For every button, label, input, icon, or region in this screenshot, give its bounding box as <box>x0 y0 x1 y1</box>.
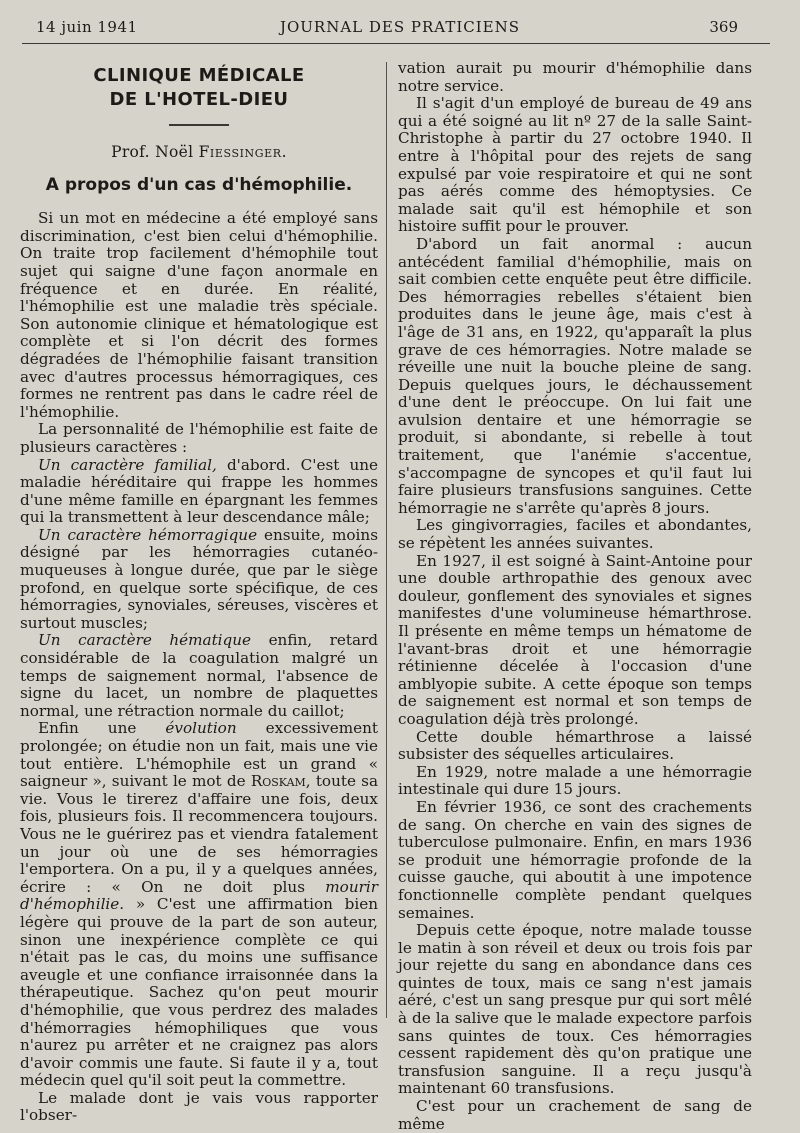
paragraph: En 1927, il est soigné à Saint-Antoine pour une double arthropathie des genoux avec douleur, gonflement des synoviales et signes manifestes d'une volumineuse hémarthrose. Il présente en même temps un hématome de l'avant-bras droit et une hémorragie rétinienne décelée à l'occasion d'une amblyopie subite. A cette époque son temps de saignement est normal et son temps de coagulation déjà très prolongé. <box>398 551 752 728</box>
paragraph: D'abord un fait anormal : aucun antécédent familial d'hémophilie, mais on sait combien cette enquête peut être difficile. Des hémorragies rebelles s'étaient bien produites dans le jeune âge, mais c'est à l'âge de 31 ans, en 1922, qu'apparaît la plus grave de ces hémorragies. Notre malade se réveille une nuit la bouche pleine de sang. Depuis quelques jours, le déchaussement d'une dent le préoccupe. On lui fait une avulsion dentaire et une hémorragie se produit, si abondante, si rebelle à tout traitement, que l'anémie s'accentue, s'accompagne de syncopes et qu'il faut lui faire plusieurs transfusions sanguines. Cette hémorragie ne s'arrête qu'après 8 jours. <box>398 234 752 517</box>
paragraph: Il s'agit d'un employé de bureau de 49 ans qui a été soigné au lit nº 27 de la salle Saint-Christophe à partir du 27 octobre 1940. Il entre à l'hôpital pour des rejets de sang expulsé par voie respiratoire et qui ne sont pas aérés comme des hémoptysies. Ce malade sait qu'il est hémophile et son histoire suffit pour le prouver. <box>398 94 752 236</box>
paragraph <box>20 457 378 527</box>
paragraph: Si un mot en médecine a été employé sans discrimination, c'est bien celui d'hémophilie. On traite trop facilement d'hémophile tout sujet qui saigne d'une façon anormale en fréquence et en durée. En réalité, l'hémophilie est une maladie très spéciale. Son autonomie clinique et hématologique est complète et si l'on décrit des formes dégradées de l'hémophilie faisant transition avec d'autres processus hémorragiques, ces formes ne rentrent pas dans le cadre réel de l'hémophilie. <box>20 209 378 421</box>
issue-date: 14 juin 1941 <box>36 18 138 36</box>
paragraph: Le malade dont je vais vous rapporter l'obser- <box>20 1088 378 1125</box>
article-title: A propos d'un cas d'hémophilie. <box>45 174 353 195</box>
emphasis: Un caractère hématique <box>38 631 252 650</box>
journal-name: JOURNAL DES PRATICIENS <box>279 18 521 36</box>
emphasis: évolution <box>165 719 237 738</box>
author-name: Fiessinger <box>198 143 282 161</box>
paragraph <box>20 720 378 1089</box>
author-suffix: . <box>281 143 287 161</box>
paragraph: Depuis cette époque, notre malade tousse le matin à son réveil et deux ou trois fois par jour rejette du sang en abondance dans ces quintes de toux, mais ce sang n'est jamais aéré, c'est un sang presque pur qui sort mêlé à de la salive que le malade expectore parfois sans quintes de toux. Ces hémorragies cessent rapidement dès qu'on pratique une transfusion sanguine. Il a reçu jusqu'à maintenant 60 transfusions. <box>398 921 752 1098</box>
paragraph: C'est pour un crachement de sang de même <box>398 1097 752 1133</box>
paragraph: Cette double hémarthrose a laissé subsister des séquelles articulaires. <box>398 727 752 764</box>
author-line <box>20 144 378 162</box>
right-column <box>398 60 752 1133</box>
paragraph: vation aurait pu mourir d'hémophilie dans notre service. <box>398 59 752 95</box>
paragraph-text: ensuite, moins désigné par les hémorragies cutanéo-muqueuses à longue durée, que par le siège profond, en quelque sorte spécifique, de ces hémorragies, synoviales, séreuses, viscères et surtout muscles; <box>20 525 378 632</box>
cited-name: Roskam <box>250 772 306 791</box>
section-heading-line1: CLINIQUE MÉDICALE <box>93 65 305 86</box>
page-header <box>0 0 800 46</box>
paragraph-text: enfin, retard considérable de la coagulation malgré un temps de saignement normal, l'absence de signe du lacet, un nombre de plaquettes normal, une rétraction normale du caillot; <box>20 631 378 720</box>
paragraph-text: excessivement prolongée; on étudie non un fait, mais une vie tout entière. L'hémophile est un grand « saigneur », suivant le mot de <box>20 719 378 791</box>
paragraph-text: d'abord. C'est une maladie héréditaire qui frappe les hommes d'une même famille en épargnant les femmes qui la transmettent à leur descendance mâle; <box>20 455 378 527</box>
column-divider <box>386 62 387 1018</box>
paragraph: En février 1936, ce sont des crachements de sang. On cherche en vain des signes de tuberculose pulmonaire. Enfin, en mars 1936 se produit une hémorragie profonde de la cuisse gauche, qui aboutit à une impotence fonctionnelle complète pendant quelques semaines. <box>398 797 752 922</box>
emphasis: Un caractère familial, <box>38 455 217 474</box>
section-heading-line2: DE L'HOTEL-DIEU <box>109 89 289 110</box>
page-number: 369 <box>709 18 738 36</box>
author-prefix: Prof. Noël <box>111 143 199 161</box>
left-column <box>20 60 378 1125</box>
paragraph: La personnalité de l'hémophilie est faite de plusieurs caractères : <box>20 420 378 456</box>
paragraph: Les gingivorragies, faciles et abondantes, se répètent les années suivantes. <box>398 516 752 553</box>
paragraph: En 1929, notre malade a une hémorragie intestinale qui dure 15 jours. <box>398 762 752 799</box>
paragraph-text: » C'est une affirmation bien légère qui prouve de la part de son auteur, sinon une inexpérience complète ce qui n'était pas le cas, du moins une suffisance aveugle et une confiance irraisonnée dans la thérapeutique. Sachez qu'on peut mourir d'hémophilie, que vous perdrez des malades d'hémorragies hémophiliques que vous n'aurez pu arrêter et ne craignez pas alors d'avoir commis une faute. Si faute il y a, tout médecin quel qu'il soit peut la commettre. <box>20 895 378 1090</box>
paragraph-text: Enfin une <box>38 719 166 738</box>
title-rule <box>169 124 229 126</box>
section-heading <box>20 64 378 112</box>
paragraph <box>20 632 378 720</box>
header-rule <box>22 43 770 44</box>
emphasis: mourir d'hémophilie. <box>20 877 378 914</box>
emphasis: Un caractère hémorragique <box>38 525 258 544</box>
paragraph-text: , toute sa vie. Vous le tirerez d'affaire une fois, deux fois, plusieurs fois. Il recommencera toujours. Vous ne le guérirez pas et viendra fatalement un jour où une de ses hémorragies l'emportera. On a pu, il y a quelques années, écrire : « On ne doit plus <box>20 772 379 896</box>
paragraph <box>20 527 378 633</box>
